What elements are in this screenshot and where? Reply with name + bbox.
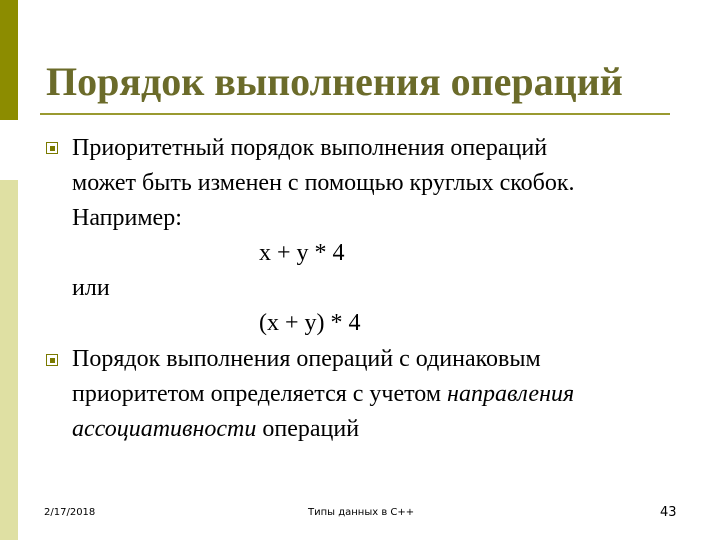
bullet2-line2-text: приоритетом определяется с учетом (72, 381, 448, 407)
bullet2-line1: Порядок выполнения операций с одинаковым (72, 346, 541, 372)
code-example-2: (x + y) * 4 (259, 310, 361, 336)
italic-term-direction: направления (447, 381, 575, 407)
bullet1-line1: Приоритетный порядок выполнения операций (72, 135, 548, 161)
square-bullet-icon (46, 354, 58, 366)
stripe-light-segment (0, 180, 18, 540)
bullet2-line2 (72, 382, 574, 406)
title-underline (40, 113, 670, 115)
slide-title: Порядок выполнения операций (46, 59, 623, 104)
footer-date: 2/17/2018 (44, 507, 96, 518)
page-number: 43 (660, 505, 677, 520)
stripe-dark-segment (0, 0, 18, 120)
or-word: или (72, 275, 110, 301)
bullet2-line3-text: операций (256, 416, 360, 442)
square-bullet-icon (46, 142, 58, 154)
side-stripe (0, 0, 18, 540)
stripe-gap-segment (0, 120, 18, 180)
italic-term-associativity: ассоциативности (72, 416, 257, 442)
footer-title: Типы данных в С++ (308, 507, 415, 518)
bullet1-line2: может быть изменен с помощью круглых скобок. (72, 170, 575, 196)
bullet1-line3: Например: (72, 205, 182, 231)
code-example-1: x + y * 4 (259, 240, 345, 266)
bullet2-line3 (72, 417, 359, 441)
